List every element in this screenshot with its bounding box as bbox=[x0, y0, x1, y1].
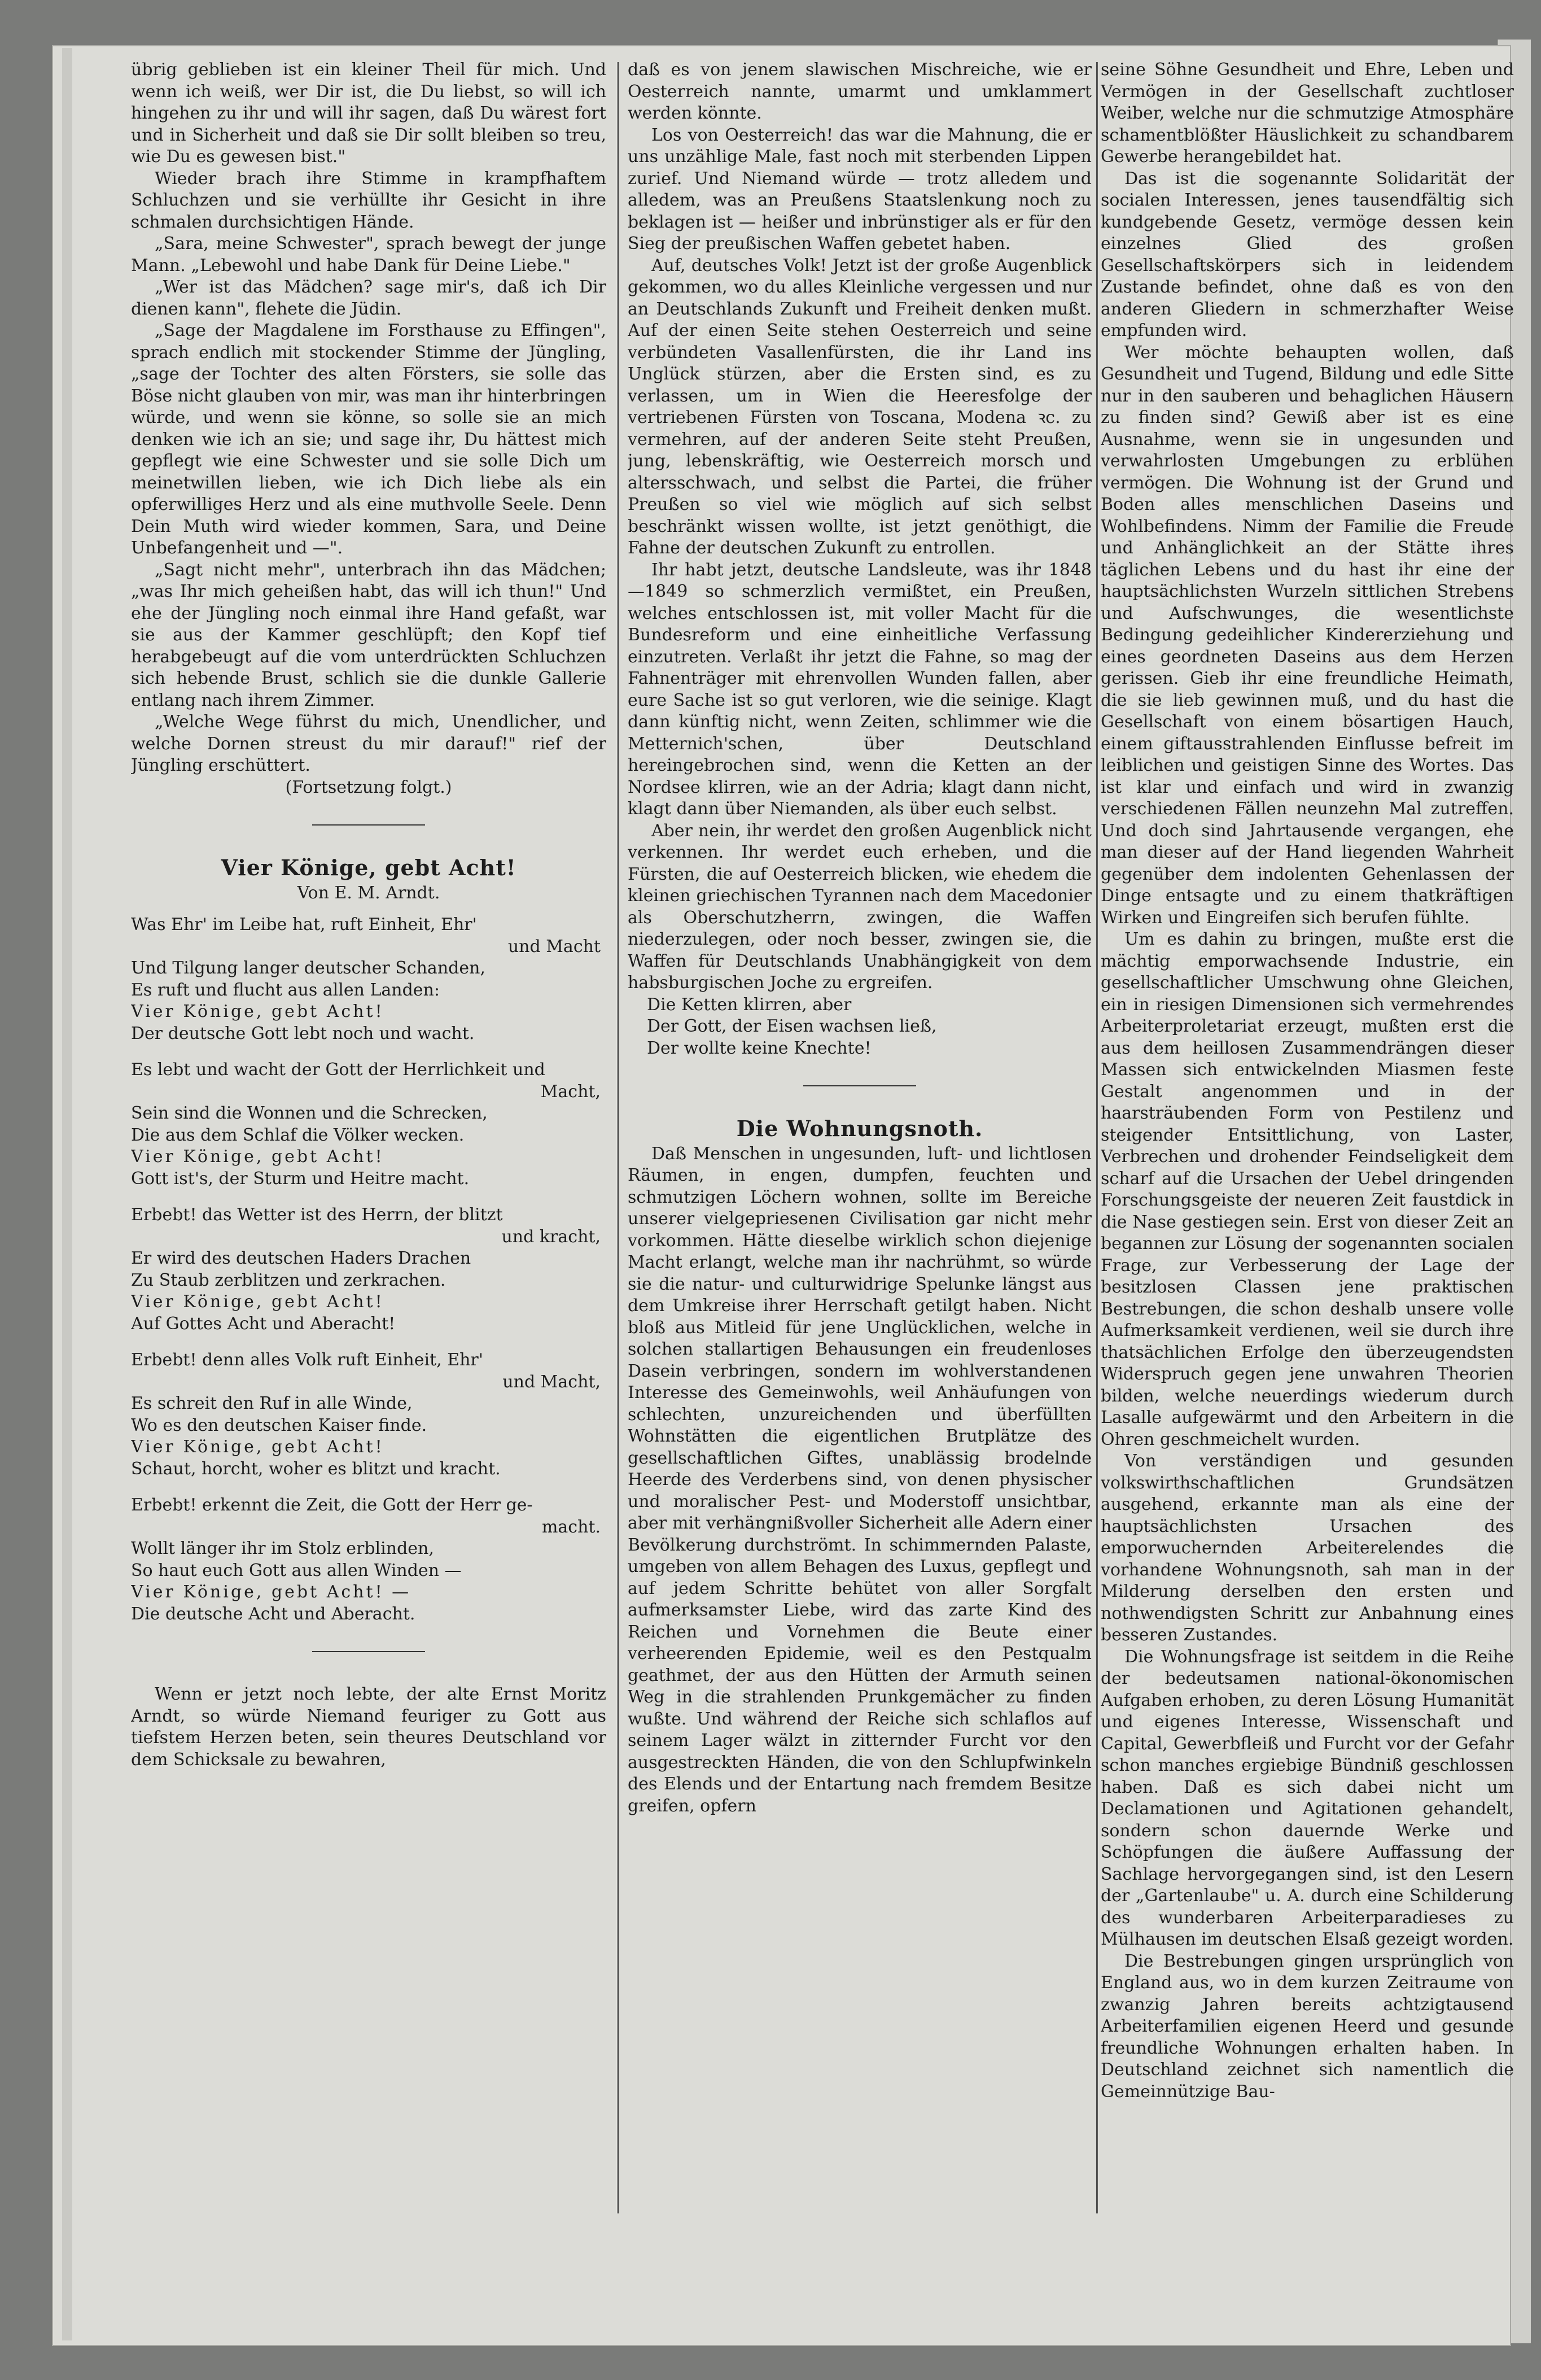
paragraph: Daß Menschen in ungesunden, luft- und lichtlosen Räumen, in engen, dumpfen, feuchten und schmutzigen Löchern wohnen, sollte im Bereiche unserer vielgepriesenen Civilisation gar nicht mehr vorkommen. Hätte dieselbe wirklich schon diejenige Macht erlangt, welche man ihr nachrühmt, so würde sie die natur- und culturwidrige Spelunke längst aus dem Umkreise ihrer Herrschaft getilgt haben. Nicht bloß aus Mitleid für jene Unglücklichen, welche in solchen stallartigen Behausungen ein freudenloses Dasein verbringen, sondern im wohlverstandenen Interesse des Gemeinwohls, weil Anhäufungen von schlechten, unzureichenden und überfüllten Wohnstätten die eigentlichen Brutplätze des gesellschaftlichen Giftes, unablässig brodelnde Heerde des Verderbens sind, von denen physischer und moralischer Pest- und Moderstoff unsichtbar, aber mit verhängnißvoller Sicherheit alle Adern einer Bevölkerung durchströmt. In schimmernden Palaste, umgeben von allem Behagen des Luxus, gepflegt und auf jedem Schritte behütet von aller Sorgfalt aufmerksamster Liebe, wird das zarte Kind des Reichen und Vornehmen die Beute einer verheerenden Epidemie, weil es den Pestqualm geathmet, der aus den Hütten der Armuth seinen Weg in die strahlenden Prunkgemächer zu finden wußte. Und während der Reiche sich schlaflos auf seinem Lager wälzt in zitternder Furcht vor den ausgestreckten Händen, die von den Schlupfwinkeln des Elends und der Entartung nach fremdem Besitze greifen, opfern bbox=[628, 1143, 1092, 1816]
poem-line: und kracht, bbox=[501, 1226, 601, 1247]
poem-title: Vier Könige, gebt Acht! bbox=[221, 855, 516, 880]
poem-line: Es ruft und flucht aus allen Landen: bbox=[131, 980, 440, 1000]
poem-line: Gott ist's, der Sturm und Heitre macht. bbox=[131, 1168, 470, 1189]
paragraph: daß es von jenem slawischen Mischreiche, wie er Oesterreich nannte, umarmt und umklammert werden könnte. bbox=[628, 60, 1092, 123]
paragraph: „Wer ist das Mädchen? sage mir's, daß ich Dir dienen kann", flehete die Jüdin. bbox=[131, 277, 606, 319]
poem-line: und Macht, bbox=[502, 1372, 601, 1392]
section-divider bbox=[803, 1085, 916, 1086]
paragraph: übrig geblieben ist ein kleiner Theil für mich. Und wenn ich weiß, wer Dir ist, die Du liebst, so will ich hingehen zu ihr und will ihr sagen, daß Du wärest fort und in Sicherheit und daß sie Dir sollt bleiben so treu, wie Du es gewesen bist." bbox=[131, 60, 606, 167]
poem-line: Macht, bbox=[540, 1081, 601, 1102]
poem-line: Es schreit den Ruf in alle Winde, bbox=[131, 1394, 413, 1413]
poem-line: Wo es den deutschen Kaiser finde. bbox=[131, 1415, 427, 1435]
poem-line: So haut euch Gott aus allen Winden — bbox=[131, 1560, 462, 1580]
column-rule-right bbox=[1096, 62, 1098, 2213]
poem-line: Erbebt! denn alles Volk ruft Einheit, Ehr' bbox=[131, 1350, 484, 1370]
paragraph: Das ist die sogenannte Solidarität der socialen Interessen, jenes tausendfältig sich kundgebende Gesetz, vermöge dessen kein einzelnes Glied des großen Gesellschaftskörpers sich in leidendem Zustande befindet, ohne daß es von den anderen Gliedern in schmerzhafter Weise empfunden wird. bbox=[1101, 168, 1514, 340]
poem-line: Sein sind die Wonnen und die Schrecken, bbox=[131, 1103, 488, 1123]
paragraph: Ihr habt jetzt, deutsche Landsleute, was ihr 1848—1849 so schmerzlich vermißtet, ein Preußen, welches entschlossen ist, mit voller Macht für die Bundesreform und eine einheitliche Verfassung einzutreten. Verlaßt ihr jetzt die Fahne, so mag der Fahnenträger mit ehrenvollen Wunden fallen, aber eure Sache ist so gut verloren, wie die seinige. Klagt dann künftig nicht, wenn Zeiten, schlimmer wie die Metternich'schen, über Deutschland hereingebrochen sind, wenn die Ketten an der Nordsee klirren, wie an der Adria; klagt dann nicht, klagt dann über Niemanden, als über euch selbst. bbox=[628, 560, 1092, 819]
paragraph: „Sara, meine Schwester", sprach bewegt der junge Mann. „Lebewohl und habe Dank für Deine Liebe." bbox=[131, 234, 606, 276]
paragraph: Wieder brach ihre Stimme in krampfhaftem Schluchzen und sie verhüllte ihr Gesicht in ihre schmalen durchsichtigen Hände. bbox=[131, 168, 606, 232]
page-fold-edge bbox=[62, 48, 72, 2340]
paragraph: seine Söhne Gesundheit und Ehre, Leben und Vermögen in der Gesellschaft zuchtloser Weiber, welche nur die schmutzige Atmosphäre schamentblößter Häuslichkeit zu schandbarem Gewerbe herangebildet hat. bbox=[1101, 60, 1514, 167]
poem-line: Auf Gottes Acht und Aberacht! bbox=[131, 1313, 396, 1334]
poem-refrain: Vier Könige, gebt Acht! — bbox=[131, 1582, 411, 1602]
quote-line: Der Gott, der Eisen wachsen ließ, bbox=[647, 1016, 937, 1036]
poem-line: Der deutsche Gott lebt noch und wacht. bbox=[131, 1023, 475, 1043]
poem-line: Schaut, horcht, woher es blitzt und kracht. bbox=[131, 1458, 501, 1479]
article-title: Die Wohnungsnoth. bbox=[736, 1116, 983, 1141]
poem-line: Die aus dem Schlaf die Völker wecken. bbox=[131, 1125, 465, 1145]
paragraph: „Welche Wege führst du mich, Unendlicher, und welche Dornen streust du mir darauf!" rief der Jüngling erschüttert. bbox=[131, 712, 606, 775]
poem-refrain: Vier Könige, gebt Acht! bbox=[131, 1002, 384, 1021]
poem-refrain: Vier Könige, gebt Acht! bbox=[131, 1292, 384, 1312]
paragraph: Aber nein, ihr werdet den großen Augenblick nicht verkennen. Ihr werdet euch erheben, und die Fürsten, die auf Oesterreich blicken, wie ehedem die kleinen griechischen Tyrannen nach dem Macedonier als Oberschutzherrn, zwingen, die Waffen niederzulegen, oder noch besser, zwingen sie, die Waffen für Deutschlands Unabhängigkeit von dem habsburgischen Joche zu ergreifen. bbox=[628, 820, 1092, 993]
poem-stanza bbox=[131, 914, 606, 1045]
poem-line: Was Ehr' im Leibe hat, ruft Einheit, Ehr' bbox=[131, 915, 477, 934]
poem-stanza bbox=[131, 1350, 606, 1480]
column-middle bbox=[628, 59, 1092, 2222]
continuation-note: (Fortsetzung folgt.) bbox=[285, 777, 452, 797]
section-divider bbox=[312, 1651, 425, 1652]
column-right bbox=[1101, 59, 1514, 2222]
poem-line: Die deutsche Acht und Aberacht. bbox=[131, 1604, 415, 1624]
paragraph: Auf, deutsches Volk! Jetzt ist der große Augenblick gekommen, wo du alles Kleinliche vergessen und nur an Deutschlands Zukunft und Freiheit denken mußt. Auf der einen Seite stehen Oesterreich und seine verbündeten Vasallenfürsten, die ihr Land ins Unglück stürzen, aber die Ersten sind, es zu verlassen, um in Wien die Heeresfolge der vertriebenen Fürsten von Toscana, Modena ꝛc. zu vermehren, auf der anderen Seite steht Preußen, jung, lebenskräftig, wie Oesterreich morsch und altersschwach, und selbst die Partei, die früher Preußen so viel wie möglich auf sich selbst beschränkt wissen wollte, ist jetzt genöthigt, die Fahne der deutschen Zukunft zu entrollen. bbox=[628, 255, 1092, 558]
poem-line: Wollt länger ihr im Stolz erblinden, bbox=[131, 1539, 434, 1558]
column-rule-left bbox=[617, 62, 619, 2213]
poem-refrain: Vier Könige, gebt Acht! bbox=[131, 1437, 384, 1457]
paragraph: Um es dahin zu bringen, mußte erst die mächtig emporwachsende Industrie, ein gesellschaftlicher Umschwung ohne Gleichen, ein in riesigen Dimensionen sich vermehrendes Arbeiterproletariat erzeugt, mußten erst die aus dem heillosen Zusammendrängen dieser Massen sich entwickelnden Miasmen feste Gestalt angenommen und in der haarsträubenden Form von Pestilenz und steigender Entsittlichung, von Laster, Verbrechen und drohender Feindseligkeit dem scharf auf die Ursachen der Uebel dringenden Forschungsgeiste der neueren Zeit faustdick in die Nase gestiegen sein. Erst von dieser Zeit an begannen zur Lösung der sogenannten socialen Frage, zur Verbesserung der Lage der besitzlosen Classen jene praktischen Bestrebungen, die schon deshalb unsere volle Aufmerksamkeit verdienen, weil sie durch ihre thatsächlichen Erfolge den überzeugendsten Widerspruch gegen jene unwahren Theorien bilden, welche neuerdings wiederum durch Lasalle aufgewärmt und den Arbeitern in die Ohren geschmeichelt wurden. bbox=[1101, 929, 1514, 1449]
poem-line: macht. bbox=[541, 1517, 601, 1537]
paragraph: Los von Oesterreich! das war die Mahnung, die er uns unzählige Male, fast noch mit sterbenden Lippen zurief. Und Niemand würde — trotz alledem und alledem, was an Preußens Staatslenkung noch zu beklagen ist — heißer und inbrünstiger als er für den Sieg der preußischen Waffen gebetet haben. bbox=[628, 125, 1092, 254]
poem-line: und Macht bbox=[507, 936, 601, 957]
paragraph: Wer möchte behaupten wollen, daß Gesundheit und Tugend, Bildung und edle Sitte nur in den sauberen und behaglichen Häusern zu finden sind? Gewiß aber ist es eine Ausnahme, wenn sie in ungesunden und verwahrlosten Umgebungen zu erblühen vermögen. Die Wohnung ist der Grund und Boden alles menschlichen Daseins und Wohlbefindens. Nimm der Familie die Freude und Anhänglichkeit an der Stätte ihres täglichen Lebens und du hast ihr eine der hauptsächlichsten Wurzeln sittlichen Strebens und Aufschwunges, die wesentlichste Bedingung gedeihlicher Kindererziehung und eines geordneten Daseins aus dem Herzen gerissen. Gieb ihr eine freundliche Heimath, die sie lieb gewinnen muß, und du hast die Gesellschaft von einem bösartigen Hauch, einem giftausstrahlenden Einflusse befreit im leiblichen und geistigen Sinne des Wortes. Das ist klar und einfach und wird in zwanzig verschiedenen Fällen neunzehn Mal zutreffen. Und doch sind Jahrtausende vergangen, ehe man dieser auf der Hand liegenden Wahrheit gegenüber dem indolenten Gehenlassen der Dinge entsagte und zu einem thatkräftigen Wirken und Eingreifen sich berufen fühlte. bbox=[1101, 342, 1514, 928]
section-divider bbox=[312, 824, 425, 826]
poem-line: Und Tilgung langer deutscher Schanden, bbox=[131, 958, 485, 978]
paragraph: Wenn er jetzt noch lebte, der alte Ernst Moritz Arndt, so würde Niemand feuriger zu Gott aus tiefstem Herzen beten, sein theures Deutschland vor dem Schicksale zu bewahren, bbox=[131, 1684, 606, 1770]
paragraph: „Sage der Magdalene im Forsthause zu Effingen", sprach endlich mit stockender Stimme der Jüngling, „sage der Tochter des alten Försters, sie solle das Böse nicht glauben von mir, was man ihr hinterbringen würde, und wenn sie könne, so solle sie an mich denken wie ich an sie; und sage ihr, Du hättest mich gepflegt wie eine Schwester und sie solle Dich um meinetwillen lieben, wie ich Dich liebe als ein opferwilliges Herz und als eine muthvolle Seele. Denn Dein Muth wird wieder kommen, Sara, und Deine Unbefangenheit und —". bbox=[131, 321, 606, 558]
column-left bbox=[131, 59, 606, 2222]
poem-line: Zu Staub zerblitzen und zerkrachen. bbox=[131, 1270, 446, 1290]
poem-line: Es lebt und wacht der Gott der Herrlichkeit und bbox=[131, 1060, 545, 1080]
paragraph: Von verständigen und gesunden volkswirthschaftlichen Grundsätzen ausgehend, erkannte man als eine der hauptsächlichsten Ursachen des emporwuchernden Arbeiterelendes die vorhandene Wohnungsnoth, sah man in der Milderung derselben den ersten und nothwendigsten Schritt zur Anbahnung eines besseren Zustandes. bbox=[1101, 1451, 1514, 1645]
paragraph: Die Wohnungsfrage ist seitdem in die Reihe der bedeutsamen national-ökonomischen Aufgaben erhoben, zu deren Lösung Humanität und eigenes Interesse, Wissenschaft und Capital, Gewerbfleiß und Furcht vor der Gefahr schon manches ergiebige Bündniß geschlossen haben. Daß es sich dabei nicht um Declamationen und Agitationen gehandelt, sondern schon dauernde Werke und Schöpfungen die äußere Auffassung der Sachlage hervorgegangen sind, ist den Lesern der „Gartenlaube" u. A. durch eine Schilderung des wunderbaren Arbeiterparadieses zu Mülhausen im deutschen Elsaß gezeigt worden. bbox=[1101, 1647, 1514, 1949]
paragraph: Die Bestrebungen gingen ursprünglich von England aus, wo in dem kurzen Zeitraume von zwanzig Jahren bereits achtzigtausend Arbeiterfamilien eigenen Heerd und gesunde freundliche Wohnungen erhalten haben. In Deutschland zeichnet sich namentlich die Gemeinnützige Bau- bbox=[1101, 1951, 1514, 2102]
poem-refrain: Vier Könige, gebt Acht! bbox=[131, 1147, 384, 1167]
quote-line: Die Ketten klirren, aber bbox=[647, 994, 852, 1015]
poem-stanza bbox=[131, 1059, 606, 1190]
poem-line: Erbebt! erkennt die Zeit, die Gott der Herr ge- bbox=[131, 1495, 533, 1515]
paragraph: „Sagt nicht mehr", unterbrach ihn das Mädchen; „was Ihr mich geheißen habt, das will ich thun!" Und ehe der Jüngling noch einmal ihre Hand gefaßt, war sie aus der Kammer geschlüpft; den Kopf tief herabgebeugt auf die vom unterdrückten Schluchzen sich hebende Brust, schlich sie die dunkle Gallerie entlang nach ihrem Zimmer. bbox=[131, 560, 606, 710]
poem-author: Von E. M. Arndt. bbox=[297, 883, 440, 903]
poem-line: Er wird des deutschen Haders Drachen bbox=[131, 1248, 471, 1268]
poem-stanza bbox=[131, 1495, 606, 1625]
poem-stanza bbox=[131, 1204, 606, 1335]
poem-line: Erbebt! das Wetter ist des Herrn, der blitzt bbox=[131, 1205, 503, 1225]
quote-line: Der wollte keine Knechte! bbox=[647, 1038, 872, 1058]
